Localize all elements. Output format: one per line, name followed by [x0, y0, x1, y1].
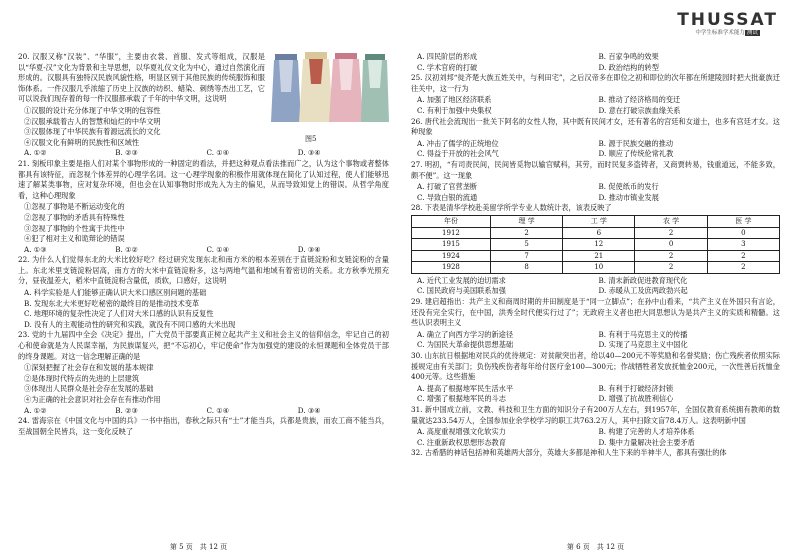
q31-option-a: A. 高度重视增强文化软实力	[417, 427, 506, 437]
question-24-stem: 24. 雷海宗在《中国文化与中国的兵》一书中指出，春秋之际只有“士”才能当兵，兵都是贵族，而农工商不能当兵，至战国朝全民皆兵，这一变化反映了	[18, 416, 389, 436]
q24-options	[411, 52, 780, 73]
logo-sub-text: 中学生标准学术能力	[695, 30, 745, 36]
q26-option-b: B. 源于民族交融的推动	[598, 138, 674, 148]
q20-option-c: C. ①④	[206, 148, 230, 158]
q21-statement-3: ③忽视了事物的个性寓于共性中	[24, 223, 125, 233]
q23-statement-1: ①深刻把握了社会存在和发展的基本规律	[24, 363, 154, 373]
table-header-cell: 农 学	[635, 215, 707, 227]
table-cell: 1928	[412, 262, 491, 274]
table-cell: 0	[707, 227, 779, 239]
q24-option-c: C. 学术官府的打破	[417, 62, 478, 72]
q23-option-d: D. ③④	[297, 405, 321, 415]
question-21-stem: 21. 刻板印象主要是指人们对某个事物形成的一种固定的看法，并把这种观点看法推而广之，认为这个事物或者整体都具有该特征，而忽视个体差异的心理学名词。这一心理学现象的积极作用就体现在简化了认知过程，使人们能够迅速了解某类事物，应对复杂环境，但也会在认知事物时形成先入为主的偏见，从而导致知觉上的错误。从哲学角度看，这种心理现象	[18, 158, 389, 200]
hanfu-garment-3	[329, 53, 363, 122]
hanfu-garment-2	[299, 52, 333, 122]
q21-option-d: D. ③④	[297, 244, 321, 254]
q30-options	[411, 384, 780, 405]
q28-option-b: B. 清末新政促进教育现代化	[598, 275, 688, 285]
q26-option-c: C. 得益于开放的社会风气	[417, 149, 499, 159]
table-cell: 7	[490, 250, 562, 262]
table-header-cell: 年份	[412, 215, 491, 227]
q28-option-a: A. 近代工业发展的迫切需求	[417, 275, 506, 285]
logo-sub-badge: 测试	[746, 30, 758, 36]
q20-statement-3: ③汉服体现了中华民族有着源远流长的文化	[24, 127, 161, 137]
q22-option-b: B. 发现东北大米更好吃秘密的最终目的是推动技术变革	[24, 298, 200, 308]
question-30-stem: 30. 山东抗日根据地对民兵的优待规定：对贫献突出者，给以40—200元不等奖励和名誉奖励；伤亡残疾者依照实际援规定由有关部门；负伤残疾伤者每年给付医疗金100—300元；作战牺牲者发放抚恤金200元，一次性善后抚恤金400元等。这些措施	[411, 351, 780, 382]
q20-options	[18, 148, 389, 159]
q23-statement-2: ②是体现时代特点的先进的上层建筑	[24, 373, 140, 383]
q30-option-b: B. 有利于打破经济封锁	[598, 383, 674, 393]
logo-title: THUSSAT	[677, 10, 778, 30]
right-page-footer: 第 6 页 共 12 页	[566, 543, 625, 551]
q22-option-c: C. 地理环境的复杂性决定了人们对大米口感的认识有反复性	[24, 309, 214, 319]
q23-statement-4: ④为正确的社会意识对社会存在有推动作用	[24, 395, 161, 404]
q21-option-b: B. ①②	[115, 244, 138, 254]
table-cell: 1912	[412, 227, 491, 239]
q26-options	[411, 139, 780, 160]
table-cell: 10	[563, 262, 635, 274]
table-cell: 2	[635, 250, 707, 262]
study-abroad-table	[411, 215, 780, 274]
question-27-stem: 27. 明初，“有司责民间，民间皆觅物以输官赋科，其劳，而时民复多盗铸者，又商贾转易，钱重道远，不能多致，颇不便”。这一现象	[411, 159, 780, 180]
q30-option-c: C. 增强了根据地军民的斗志	[417, 394, 506, 404]
hanfu-illustration	[271, 52, 389, 124]
question-22-stem: 22. 为什么人们觉得东北的大米比较好吃？经过研究发现东北和南方米的根本差别在于直链淀粉和支链淀粉的含量上。东北米里支链淀粉居高，南方方的大米中直链淀粉多，这与两地气温和地域有着密切的关系。北方秋季光照充分，昼夜温差大，稻米中直链淀粉含量低，质软，口感好，这说明	[18, 255, 389, 286]
hanfu-figure	[271, 52, 389, 143]
q27-option-c: C. 导致白银的流通	[417, 192, 478, 202]
left-page-footer: 第 5 页 共 12 页	[169, 543, 228, 551]
q29-options	[411, 330, 780, 351]
q26-option-d: D. 顺应了传统伦常礼教	[598, 149, 674, 159]
table-cell: 1915	[412, 239, 491, 251]
question-23-stem: 23. 党的十九届四中全会《决定》提出，广大党员干部要真正树立起共产主义和社会主义的信仰信念，牢记自己的初心和使命就是为人民谋幸福，为民族谋复兴，把“不忘初心，牢记使命”作为加强党的建设的永恒课题和全体党员干部的终身课题。对这一信念理解正确的是	[18, 330, 389, 361]
table-row	[412, 227, 780, 239]
table-cell: 2	[490, 227, 562, 239]
q21-options	[18, 245, 389, 256]
hanfu-garment-4	[361, 54, 389, 122]
q31-options	[411, 427, 780, 448]
q24-option-a: A. 四民阶层的形成	[417, 52, 478, 61]
q25-option-b: B. 推动了经济格局的变迁	[598, 95, 681, 105]
q29-option-c: C. 为国民大革命提供思想基础	[417, 340, 514, 350]
q29-option-a: A. 确立了向西方学习的新途径	[417, 329, 514, 339]
table-cell: 2	[707, 262, 779, 274]
q23-options	[18, 406, 389, 417]
q26-option-a: A. 冲击了儒学的正统地位	[417, 138, 499, 148]
question-28-stem: 28. 下表是清华学校赴美留学所学专业人数统计表，该表反映了	[411, 203, 612, 213]
table-row	[412, 262, 780, 274]
q21-statement-4: ④犯了相对主义和诡辩论的错误	[24, 234, 125, 244]
question-31-stem: 31. 新中国成立前，文教、科技和卫生方面的知识分子有200万人左右，到1957年，全国仅教育系统拥有教师的数量就达233.54万人，全国参加业余学校学习的职工共763.2万人，其中扫除文盲78.4万人。这表明新中国	[411, 405, 780, 425]
q23-statement-3: ③体现出人民群众是社会存在发展的基础	[24, 384, 154, 394]
q23-option-c: C. ①④	[206, 405, 230, 415]
right-page	[397, 0, 794, 558]
hanfu-garment-1	[271, 54, 301, 122]
q28-option-c: C. 国民政府与美国联系加强	[417, 286, 506, 296]
right-page-content	[411, 52, 780, 460]
table-cell: 12	[563, 239, 635, 251]
table-cell: 1924	[412, 250, 491, 262]
q21-option-c: C. ①④	[206, 244, 230, 254]
q20-statement-1: ①汉服的设计充分体现了中华文明的包容性	[24, 105, 161, 115]
q21-statement-1: ①忽视了事物是不断运动变化的	[24, 202, 125, 212]
table-header-cell: 理 学	[490, 215, 562, 227]
q25-option-d: D. 意在打破宗族血缘关系	[598, 105, 681, 115]
table-cell: 3	[707, 239, 779, 251]
left-page-content	[18, 52, 389, 438]
q24-option-d: D. 政治结构的转型	[598, 62, 659, 72]
table-cell: 2	[707, 250, 779, 262]
q25-options	[411, 95, 780, 116]
question-25-stem: 25. 汉初刘邦“徙齐楚大族五姓关中，与利田宅”，之后汉帝多在即位之初和即位的次年都在所建陵园时把大批豪族迁往关中，这一行为	[411, 73, 780, 93]
table-cell: 6	[563, 227, 635, 239]
table-header-cell: 工 学	[563, 215, 635, 227]
q27-options	[411, 182, 780, 203]
q28-option-d: D. 赤暖从工及庶两政勃兴起	[598, 286, 688, 296]
q22-option-a: A. 科学实验是人们能够正确认识大米口感区别问题的基础	[24, 288, 207, 298]
q29-option-d: D. 实现了马克思主义中国化	[598, 340, 688, 350]
table-header-cell: 医 学	[707, 215, 779, 227]
q27-option-d: D. 推动市镇业发展	[598, 192, 659, 202]
q20-statement-4: ④汉服文化有鲜明的民族性和区域性	[24, 137, 140, 147]
q20-option-a: A. ①②	[24, 148, 47, 158]
question-20-stem: 20. 汉服又称“汉装”、“华服”，主要由衣裳、首服、发式等组成，汉服是以“华夏-汉”文化为背景和主导思想，以华夏礼仪文化为中心，通过自然演化而形成的。汉服具有独特汉民族风貌性格，明显区别于其他民族的传统服饰和服饰体系。一件汉服几乎浓缩了历史上汉族的纺织、蜡染、刺绣等杰出工艺，它可以说我们现存着的每一件汉服都承载了千年的中华文明，这说明	[18, 52, 265, 104]
question-32-stem: 32. 古希腊的神话包括神和英雄两大部分，英雄大多都是神和人生下来的半神半人，都具有强壮的体	[411, 448, 727, 458]
q28-options	[411, 276, 780, 297]
table-header-row	[412, 215, 780, 227]
q20-option-b: B. ②③	[115, 148, 138, 158]
q31-option-c: C. 注重新政权思想形态教育	[417, 437, 506, 447]
table-cell: 5	[490, 239, 562, 251]
q21-statement-2: ②忽视了事物的矛盾具有特殊性	[24, 212, 125, 222]
q25-option-c: C. 有利于加强中央集权	[417, 105, 492, 115]
q20-statement-2: ②汉服承载着古人的智慧和灿烂的中华文明	[24, 116, 161, 126]
q21-option-a: A. ①③	[24, 244, 47, 254]
q22-option-d: D. 没有人的主观能动性的研究和实践，就没有不同口感的大米出现	[24, 319, 236, 329]
q29-option-b: B. 有利于马克思主义的传播	[598, 329, 688, 339]
figure-caption: 图5	[305, 135, 317, 143]
q24-option-b: B. 百家争鸣的效果	[598, 52, 659, 61]
q27-option-b: B. 促使纸币的发行	[598, 182, 659, 192]
q31-option-b: B. 构建了完善的人才培养体系	[598, 427, 695, 437]
table-cell: 8	[490, 262, 562, 274]
q23-option-b: B. ②③	[115, 405, 138, 415]
table-cell: 2	[635, 262, 707, 274]
q23-option-a: A. ①②	[24, 405, 47, 415]
q20-option-d: D. ③④	[297, 148, 321, 158]
question-29-stem: 29. 建启超指出：共产主义和商周时期的井田制度是于“同一立脚点”；在孙中山看来，“共产主义在外国只有言论，还没有完全实行，在中国，洪秀全时代便实行过了”；无政府主义者也把大同思想认为是共产主义的实质和精髓。这些认识表明主义	[411, 297, 780, 328]
table-cell: 2	[635, 227, 707, 239]
q30-option-d: D. 增强了抗战胜利信心	[598, 394, 674, 404]
q27-option-a: A. 打破了官营垄断	[417, 182, 478, 192]
q30-option-a: A. 提高了根据地军民生活水平	[417, 383, 514, 393]
table-cell: 0	[635, 239, 707, 251]
thussat-logo	[677, 10, 778, 36]
question-26-stem: 26. 唐代社会流现出一批关下阿名的女性人物，其中既有民间才女，还有著名的宫廷和女道士，也多有宫廷才女。这种现象	[411, 116, 780, 137]
table-row	[412, 250, 780, 262]
table-cell: 21	[563, 250, 635, 262]
q31-option-d: D. 集中力量解决社会主要矛盾	[598, 437, 695, 447]
q25-option-a: A. 加强了地区经济联系	[417, 95, 492, 105]
table-row	[412, 239, 780, 251]
